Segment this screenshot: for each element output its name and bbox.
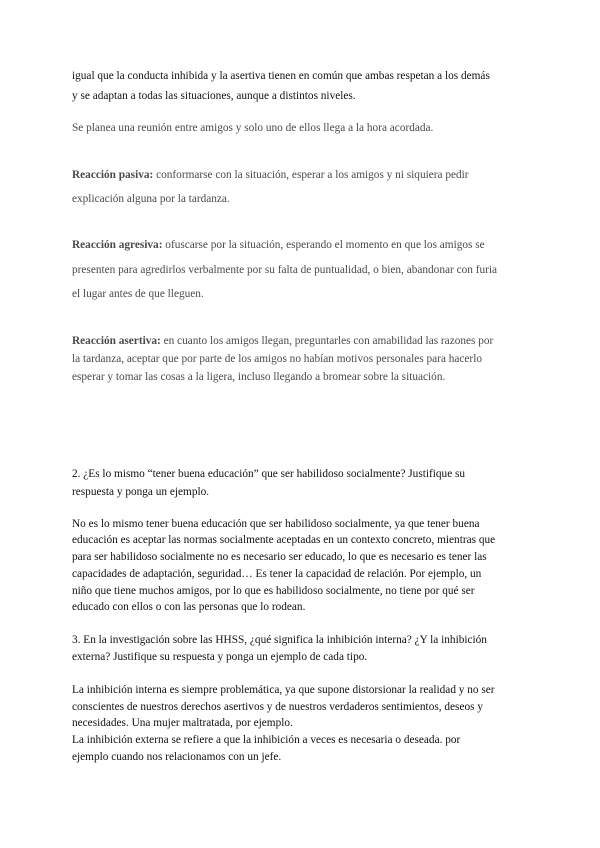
passive-label: Reacción pasiva: <box>72 169 154 181</box>
text-line: La inhibición interna es siempre problemática, ya que supone distorsionar la realidad y no ser <box>72 684 495 696</box>
text-line: necesidades. Una mujer maltratada, por ejemplo. <box>72 717 293 729</box>
text-line <box>72 239 540 251</box>
text-line: explicación alguna por la tardanza. <box>72 193 230 205</box>
text-line: capacidades de adaptación, seguridad… Es tener la capacidad de relación. Por ejemplo, un <box>72 568 482 580</box>
text-line: externa? Justifique su respuesta y ponga un ejemplo de cada tipo. <box>72 651 368 663</box>
text-line: esperar y tomar las cosas a la ligera, incluso llegando a bromear sobre la situación. <box>72 371 446 383</box>
text-line: 2. ¿Es lo mismo “tener buena educación” que ser habilidoso socialmente? Justifique su <box>72 468 466 480</box>
text-line <box>72 335 540 347</box>
text-line: No es lo mismo tener buena educación que ser habilidoso socialmente, ya que tener buena <box>72 518 480 530</box>
text-line: y se adaptan a todas las situaciones, aunque a distintos niveles. <box>72 90 356 102</box>
text-line: respuesta y ponga un ejemplo. <box>72 486 210 498</box>
aggressive-label: Reacción agresiva: <box>72 239 163 251</box>
text-line: La inhibición externa se refiere a que la inhibición a veces es necesaria o deseada. por <box>72 734 461 746</box>
text-line <box>72 169 540 181</box>
text-line: 3. En la investigación sobre las HHSS, ¿qué significa la inhibición interna? ¿Y la inhibición <box>72 634 487 646</box>
text-line: para ser habilidoso socialmente no es necesario ser educado, lo que es necesario es tener las <box>72 551 487 563</box>
text-line: educado con ellos o con las personas que lo rodean. <box>72 601 306 613</box>
text-line: conscientes de nuestros derechos asertivos y de nuestros verdaderos sentimientos, deseos y <box>72 701 483 713</box>
text-line: presenten para agredirlos verbalmente por su falta de puntualidad, o bien, abandonar con furia <box>72 264 498 276</box>
text-line: niño que tiene muchos amigos, por lo que es habilidoso socialmente, no tiene por qué ser <box>72 585 475 597</box>
assertive-label: Reacción asertiva: <box>72 335 161 347</box>
text-line: ejemplo cuando nos relacionamos con un jefe. <box>72 751 282 763</box>
text-line: el lugar antes de que lleguen. <box>72 288 204 300</box>
text-line: igual que la conducta inhibida y la asertiva tienen en común que ambas respetan a los demás <box>72 70 490 82</box>
assertive-text: en cuanto los amigos llegan, preguntarles con amabilidad las razones por <box>160 335 494 347</box>
text-line: educación es aceptar las normas socialmente aceptadas en un contexto concreto, mientras que <box>72 534 496 546</box>
scenario-text: Se planea una reunión entre amigos y solo uno de ellos llega a la hora acordada. <box>72 122 434 134</box>
aggressive-text: ofuscarse por la situación, esperando el momento en que los amigos se <box>162 239 485 251</box>
text-line: la tardanza, aceptar que por parte de los amigos no habían motivos personales para hacerlo <box>72 353 482 365</box>
passive-text: conformarse con la situación, esperar a los amigos y ni siquiera pedir <box>153 169 469 181</box>
